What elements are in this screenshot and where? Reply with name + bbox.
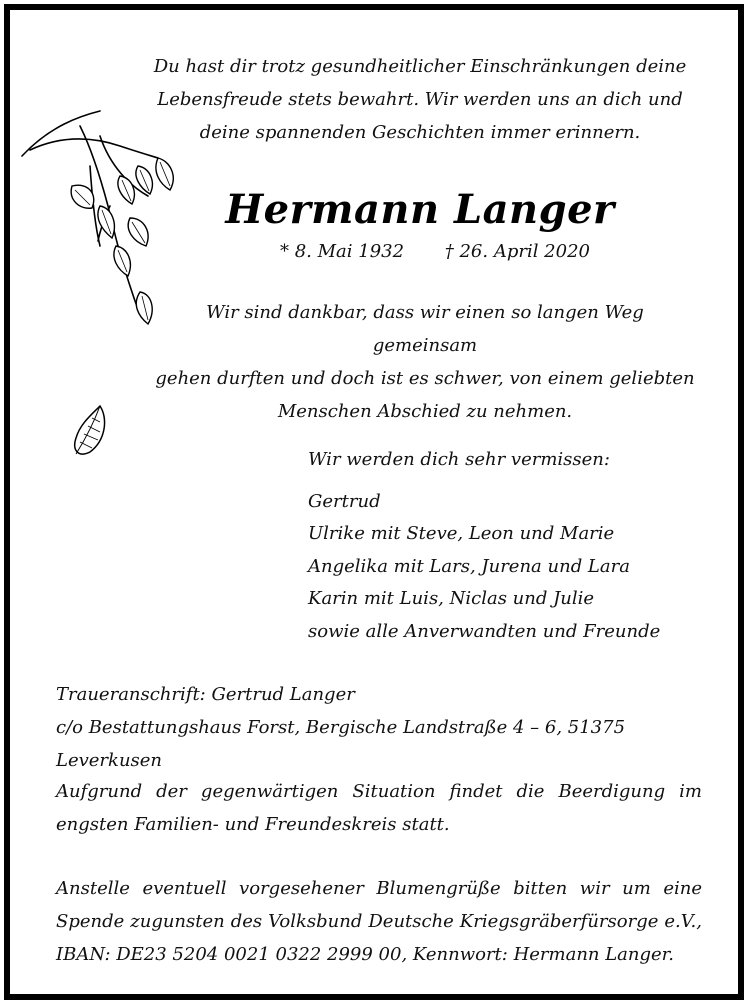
death-date: † 26. April 2020 xyxy=(444,241,590,262)
quote-line: Wir sind dankbar, dass wir einen so langen Weg gemeinsam xyxy=(206,302,644,356)
intro-line: Lebensfreude stets bewahrt. Wir werden uns an dich und xyxy=(157,89,683,110)
quote-line: Menschen Abschied zu nehmen. xyxy=(277,401,573,422)
life-dates xyxy=(280,241,590,262)
quote-line: gehen durften und doch ist es schwer, von einem geliebten xyxy=(155,368,695,389)
family-member: Angelika mit Lars, Jurena und Lara xyxy=(308,555,630,577)
mourning-address xyxy=(56,678,702,777)
single-leaf-illustration xyxy=(70,404,110,460)
address-line: Traueranschrift: Gertrud Langer xyxy=(56,684,355,705)
family-member: Karin mit Luis, Niclas und Julie xyxy=(308,588,595,609)
quote-text xyxy=(155,296,695,428)
deceased-name: Hermann Langer xyxy=(225,186,615,233)
intro-line: deine spannenden Geschichten immer erinnern. xyxy=(199,122,641,143)
funeral-notice: Aufgrund der gegenwärtigen Situation findet die Beerdigung im engsten Familien- und Freundeskreis statt. xyxy=(56,781,702,835)
family-member: Gertrud xyxy=(308,490,381,512)
obituary-card xyxy=(4,4,744,1000)
family-member: sowie alle Anverwandten und Freunde xyxy=(308,620,661,642)
birth-date: * 8. Mai 1932 xyxy=(280,241,405,262)
address-line: c/o Bestattungshaus Forst, Bergische Landstraße 4 – 6, 51375 Leverkusen xyxy=(56,717,626,771)
donation-request: Anstelle eventuell vorgesehener Blumengrüße bitten wir um eine Spende zugunsten des Volksbund Deutsche Kriegsgräberfürsorge e.V., IBAN: DE23 5204 0021 0322 2999 00, Kennwort: Hermann Langer. xyxy=(56,878,702,965)
intro-line: Du hast dir trotz gesundheitlicher Einschränkungen deine xyxy=(153,56,687,77)
family-heading: Wir werden dich sehr vermissen: xyxy=(308,449,610,470)
family-list xyxy=(308,444,728,648)
family-member: Ulrike mit Steve, Leon und Marie xyxy=(308,523,615,544)
intro-text xyxy=(150,50,690,149)
